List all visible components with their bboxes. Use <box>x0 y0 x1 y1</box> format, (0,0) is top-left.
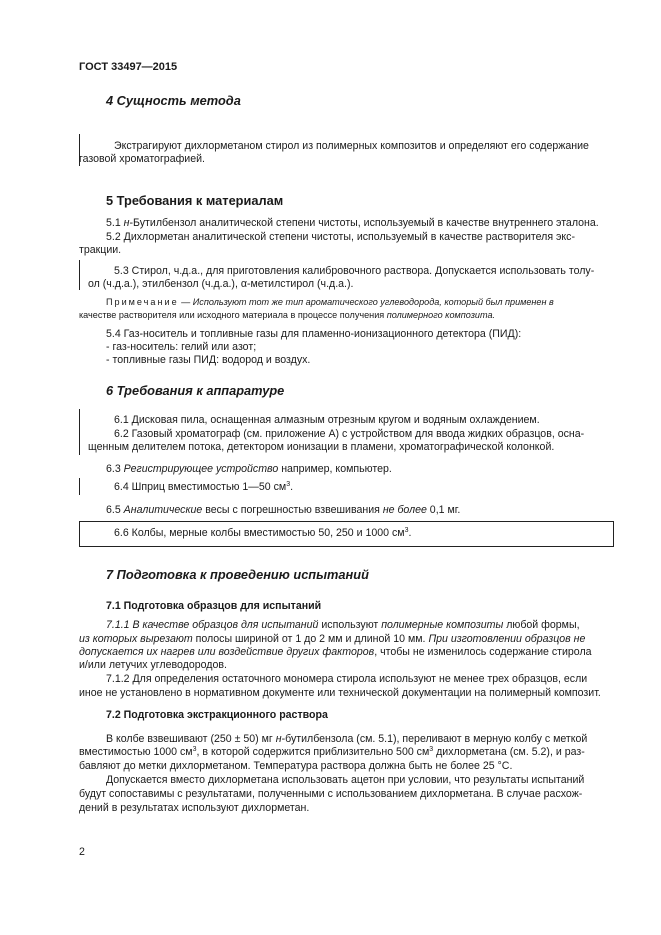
item-7-2-line-2: вместимостью 1000 $см^3$, в которой содержится приблизительно 500 $см^3$ дихлорметана (см. 5.2), и раз- <box>79 746 585 758</box>
section-5-heading: 5 Требования к материалам <box>106 193 284 208</box>
section-4-paragraph-line-1: Экстрагируют дихлорметаном стирол из полимерных композитов и определяют его содержание <box>114 140 589 152</box>
item-6-4: 6.4 Шприц вместимостью 1—50 $см^3$. <box>114 481 294 493</box>
change-bar <box>79 478 80 495</box>
item-6-5: 6.5 Аналитические весы с погрешностью взвешивания не более 0,1 мг. <box>106 504 461 516</box>
bullet-carrier-gas: - газ-носитель: гелий или азот; <box>106 341 257 353</box>
item-7-1-1-line-1: 7.1.1 В качестве образцов для испытаний используют полимерные композиты любой формы, <box>106 619 580 631</box>
item-5-2-line-1: 5.2 Дихлорметан аналитической степени чистоты, используемый в качестве растворителя экс- <box>106 231 575 243</box>
item-7-1-1-line-4: и/или летучих углеводородов. <box>79 659 227 671</box>
item-7-1-1-line-2: из которых вырезают полосы шириной от 1 до 2 мм и длиной 10 мм. При изготовлении образцов не <box>79 633 586 645</box>
change-bar <box>79 409 80 455</box>
item-5-4: 5.4 Газ-носитель и топливные газы для пламенно-ионизационного детектора (ПИД): <box>106 328 522 340</box>
change-bar <box>79 260 80 290</box>
item-7-1-2-line-1: 7.1.2 Для определения остаточного мономера стирола используют не менее трех образцов, если <box>106 673 588 685</box>
page-number: 2 <box>79 846 85 858</box>
subsection-7-2-heading: 7.2 Подготовка экстракционного раствора <box>106 709 328 721</box>
item-5-3-line-2: ол (ч.д.а.), этилбензол (ч.д.а.), α-метилстирол (ч.д.а.). <box>88 278 354 290</box>
item-7-1-2-line-2: иное не установлено в нормативном документе или технической документации на полимерный композит. <box>79 687 601 699</box>
section-4-heading: 4 Сущность метода <box>106 93 241 108</box>
item-6-2-line-1: 6.2 Газовый хроматограф (см. приложение А) с устройством для ввода жидких образцов, осна- <box>114 428 585 440</box>
document-code: ГОСТ 33497—2015 <box>79 61 178 73</box>
item-6-2-line-2: щенным делителем потока, детектором ионизации в пламени, хроматографической колонкой. <box>88 441 555 453</box>
item-6-1: 6.1 Дисковая пила, оснащенная алмазным отрезным кругом и водяным охлаждением. <box>114 414 540 426</box>
item-7-2-line-4: Допускается вместо дихлорметана использовать ацетон при условии, что результаты испытаний <box>106 774 585 786</box>
item-7-2-line-5: будут сопоставимы с результатами, полученными с использованием дихлорметана. В случае расхож- <box>79 788 583 800</box>
section-7-heading: 7 Подготовка к проведению испытаний <box>106 567 369 582</box>
item-7-2-line-3: бавляют до метки дихлорметаном. Температура раствора должна быть не более 25 °С. <box>79 760 513 772</box>
item-6-3: 6.3 Регистрирующее устройство например, компьютер. <box>106 463 392 475</box>
note-line-2: качестве растворителя или исходного материала в процессе получения полимерного композита. <box>79 310 496 320</box>
section-6-heading: 6 Требования к аппаратуре <box>106 383 285 398</box>
item-5-1: 5.1 н-Бутилбензол аналитической степени чистоты, используемый в качестве внутреннего эталона. <box>106 217 599 229</box>
section-4-paragraph-line-2: газовой хроматографией. <box>79 153 205 165</box>
note-line-1: Примечание — Используют тот же тип ароматического углеводорода, который был применен в <box>106 297 554 307</box>
item-7-2-line-1: В колбе взвешивают (250 ± 50) мг н-бутилбензола (см. 5.1), переливают в мерную колбу с меткой <box>106 733 588 745</box>
subsection-7-1-heading: 7.1 Подготовка образцов для испытаний <box>106 600 322 612</box>
item-6-6: 6.6 Колбы, мерные колбы вместимостью 50, 250 и 1000 $см^3$. <box>114 527 412 539</box>
item-7-2-line-6: дений в результатах используют дихлорметан. <box>79 802 310 814</box>
item-7-1-1-line-3: допускается их нагрев или воздействие других факторов, чтобы не изменилось содержание стирола <box>79 646 592 658</box>
item-5-3-line-1: 5.3 Стирол, ч.д.а., для приготовления калибровочного раствора. Допускается использовать толу- <box>114 265 595 277</box>
item-5-2-line-2: тракции. <box>79 244 122 256</box>
bullet-fuel-gases: - топливные газы ПИД: водород и воздух. <box>106 354 311 366</box>
